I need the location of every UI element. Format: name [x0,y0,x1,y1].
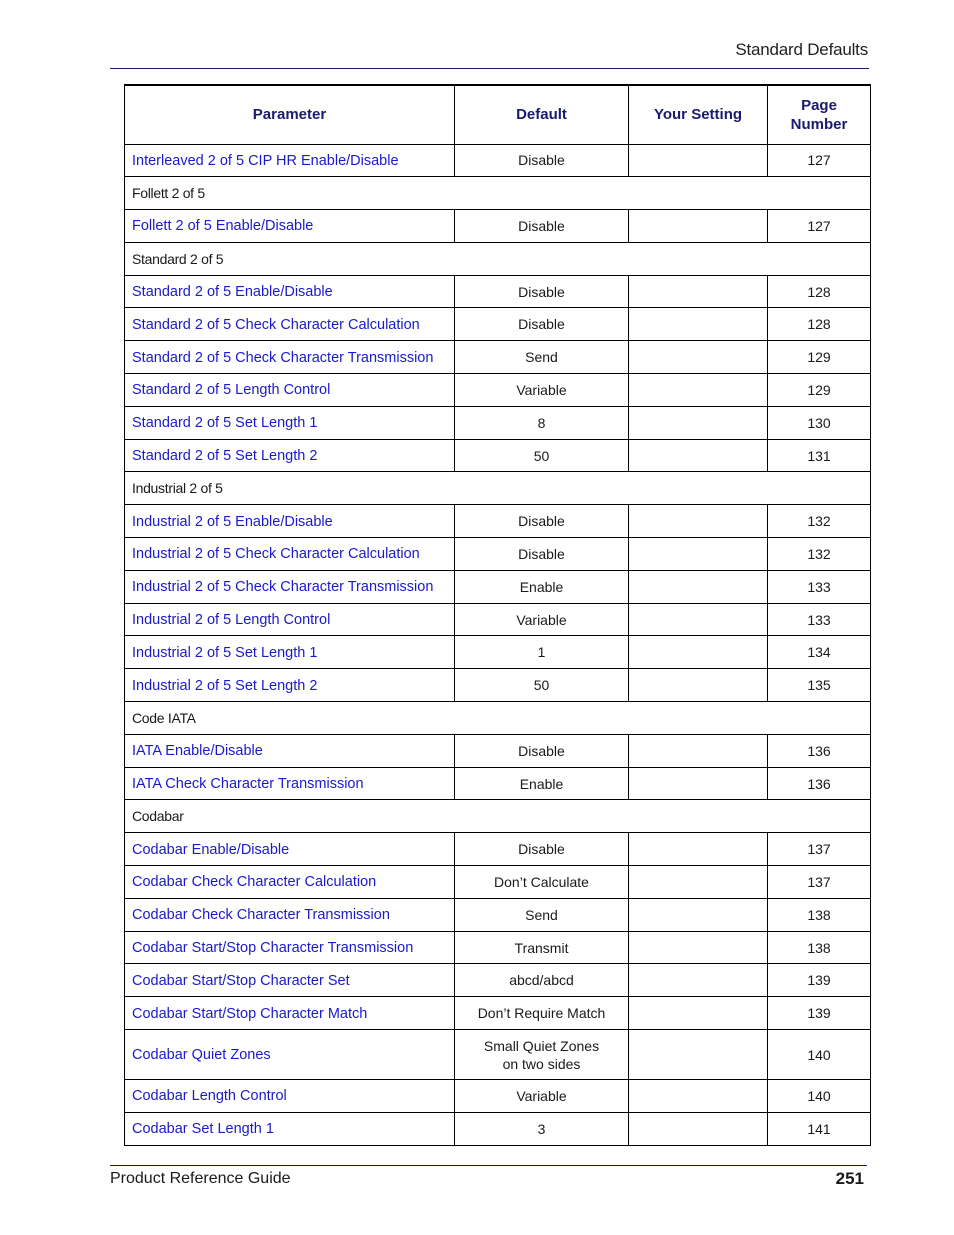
parameter-cell [125,1030,455,1080]
column-header-parameter: Parameter [125,85,455,144]
default-cell: Disable [455,505,629,538]
default-cell: Variable [455,374,629,407]
page-number-cell: 127 [768,144,871,177]
your-setting-cell[interactable] [629,898,768,931]
parameter-cell [125,866,455,899]
page-number-cell: 140 [768,1030,871,1080]
running-header-title: Standard Defaults [735,40,868,59]
your-setting-cell[interactable] [629,210,768,243]
parameter-link[interactable]: Industrial 2 of 5 Set Length 2 [132,677,318,694]
page-number-cell: 140 [768,1080,871,1113]
default-cell: 8 [455,406,629,439]
table-row [125,308,871,341]
default-cell: Disable [455,734,629,767]
page-number-cell: 136 [768,734,871,767]
table-row [125,997,871,1030]
your-setting-cell[interactable] [629,439,768,472]
table-row [125,964,871,997]
default-cell: Disable [455,275,629,308]
parameter-link[interactable]: Codabar Quiet Zones [132,1047,271,1064]
parameter-link[interactable]: Codabar Set Length 1 [132,1121,274,1138]
page-number-cell: 136 [768,767,871,800]
table-row [125,439,871,472]
parameter-link[interactable]: Codabar Enable/Disable [132,841,290,858]
parameter-link[interactable]: IATA Enable/Disable [132,743,263,760]
parameter-link[interactable]: Codabar Start/Stop Character Set [132,972,350,989]
default-cell: Don’t Require Match [455,997,629,1030]
page-number-cell: 131 [768,439,871,472]
parameter-link[interactable]: Standard 2 of 5 Enable/Disable [132,284,333,301]
default-cell: 3 [455,1112,629,1145]
parameter-link[interactable]: Industrial 2 of 5 Length Control [132,612,331,629]
parameter-cell [125,669,455,702]
default-cell: Send [455,898,629,931]
table-row [125,210,871,243]
default-cell: Small Quiet Zones on two sides [455,1030,629,1080]
table-row [125,734,871,767]
page-number-cell: 130 [768,406,871,439]
default-cell: abcd/abcd [455,964,629,997]
default-cell: Send [455,341,629,374]
page-number-cell: 133 [768,603,871,636]
parameter-link[interactable]: Codabar Length Control [132,1088,287,1105]
your-setting-cell[interactable] [629,833,768,866]
section-label: Code IATA [125,702,871,735]
parameter-cell [125,603,455,636]
parameter-link[interactable]: Standard 2 of 5 Check Character Transmission [132,349,434,366]
parameter-cell [125,734,455,767]
default-cell: Variable [455,1080,629,1113]
table-row [125,374,871,407]
table-row [125,1112,871,1145]
default-cell: Don’t Calculate [455,866,629,899]
page-number-cell: 135 [768,669,871,702]
your-setting-cell[interactable] [629,1030,768,1080]
column-header-default: Default [455,85,629,144]
section-label: Industrial 2 of 5 [125,472,871,505]
parameter-cell [125,931,455,964]
your-setting-cell[interactable] [629,308,768,341]
parameter-cell [125,210,455,243]
parameter-cell [125,538,455,571]
your-setting-cell[interactable] [629,144,768,177]
parameter-cell [125,1112,455,1145]
page-number-cell: 134 [768,636,871,669]
default-cell: 50 [455,439,629,472]
table-header-row [125,85,871,144]
page-number-cell: 138 [768,931,871,964]
parameter-cell [125,439,455,472]
parameter-link[interactable]: Codabar Start/Stop Character Match [132,1005,368,1022]
page-number-cell: 137 [768,866,871,899]
parameter-link[interactable]: Industrial 2 of 5 Check Character Calculation [132,546,420,563]
your-setting-cell[interactable] [629,505,768,538]
table-row [125,406,871,439]
table-row [125,341,871,374]
parameter-link[interactable]: Industrial 2 of 5 Check Character Transmission [132,579,434,596]
footer-rule [110,1165,867,1166]
your-setting-cell[interactable] [629,275,768,308]
parameter-link[interactable]: IATA Check Character Transmission [132,776,364,793]
page-number-cell: 132 [768,505,871,538]
your-setting-cell[interactable] [629,1112,768,1145]
section-label: Codabar [125,800,871,833]
default-cell: Disable [455,210,629,243]
parameter-cell [125,406,455,439]
parameter-cell [125,570,455,603]
page-number-cell: 141 [768,1112,871,1145]
parameter-cell [125,636,455,669]
default-cell: 1 [455,636,629,669]
table-row [125,603,871,636]
table-row [125,866,871,899]
your-setting-cell[interactable] [629,866,768,899]
parameter-cell [125,833,455,866]
parameter-link[interactable]: Follett 2 of 5 Enable/Disable [132,218,314,235]
parameter-link[interactable]: Standard 2 of 5 Check Character Calculation [132,316,420,333]
your-setting-cell[interactable] [629,931,768,964]
default-cell: Transmit [455,931,629,964]
your-setting-cell[interactable] [629,406,768,439]
default-cell: Disable [455,144,629,177]
parameter-cell [125,275,455,308]
table-row [125,833,871,866]
parameter-link[interactable]: Standard 2 of 5 Set Length 2 [132,448,318,465]
table-row [125,538,871,571]
footer-guide-title: Product Reference Guide [110,1170,291,1187]
parameter-cell [125,898,455,931]
default-cell: Enable [455,767,629,800]
your-setting-cell[interactable] [629,636,768,669]
default-cell: Enable [455,570,629,603]
table-row [125,505,871,538]
parameter-cell [125,964,455,997]
default-cell: Variable [455,603,629,636]
standard-defaults-table [124,84,871,1146]
default-cell: 50 [455,669,629,702]
page-number-cell: 133 [768,570,871,603]
your-setting-cell[interactable] [629,374,768,407]
page-number-cell: 127 [768,210,871,243]
table-row [125,898,871,931]
page-number-cell: 128 [768,275,871,308]
your-setting-cell[interactable] [629,997,768,1030]
table-row [125,767,871,800]
default-cell: Disable [455,308,629,341]
default-cell: Disable [455,538,629,571]
column-header-page-number [768,85,871,144]
your-setting-cell[interactable] [629,964,768,997]
your-setting-cell[interactable] [629,734,768,767]
parameter-cell [125,505,455,538]
parameter-cell [125,144,455,177]
section-row [125,702,871,735]
section-label: Standard 2 of 5 [125,242,871,275]
parameter-cell [125,374,455,407]
page-number-cell: 129 [768,341,871,374]
your-setting-cell[interactable] [629,1080,768,1113]
your-setting-cell[interactable] [629,341,768,374]
your-setting-cell[interactable] [629,767,768,800]
table-row [125,275,871,308]
default-cell: Disable [455,833,629,866]
your-setting-cell[interactable] [629,669,768,702]
page-number-cell: 139 [768,997,871,1030]
parameter-cell [125,997,455,1030]
header-rule [110,68,869,69]
parameter-link[interactable]: Industrial 2 of 5 Enable/Disable [132,513,333,530]
section-row [125,177,871,210]
table-row [125,931,871,964]
parameter-link[interactable]: Standard 2 of 5 Set Length 1 [132,415,318,432]
table-row [125,570,871,603]
parameter-cell [125,767,455,800]
footer-page-number: 251 [835,1169,864,1188]
parameter-cell [125,341,455,374]
table-row [125,144,871,177]
page-number-cell: 128 [768,308,871,341]
parameter-link[interactable]: Standard 2 of 5 Length Control [132,382,331,399]
parameter-link[interactable]: Codabar Check Character Transmission [132,907,390,924]
parameter-link[interactable]: Interleaved 2 of 5 CIP HR Enable/Disable [132,152,399,169]
your-setting-cell[interactable] [629,570,768,603]
parameter-cell [125,308,455,341]
table-row [125,669,871,702]
section-row [125,242,871,275]
table-row [125,636,871,669]
column-header-page-number-text: Page Number [790,96,848,133]
page-number-cell: 137 [768,833,871,866]
table-body [125,144,871,1145]
parameter-link[interactable]: Industrial 2 of 5 Set Length 1 [132,644,318,661]
column-header-your-setting: Your Setting [629,85,768,144]
page-number-cell: 138 [768,898,871,931]
page-number-cell: 132 [768,538,871,571]
parameter-link[interactable]: Codabar Start/Stop Character Transmission [132,940,414,957]
parameter-cell [125,1080,455,1113]
page-number-cell: 139 [768,964,871,997]
page-number-cell: 129 [768,374,871,407]
section-row [125,472,871,505]
parameter-link[interactable]: Codabar Check Character Calculation [132,874,377,891]
your-setting-cell[interactable] [629,538,768,571]
table-row [125,1030,871,1080]
your-setting-cell[interactable] [629,603,768,636]
section-row [125,800,871,833]
table-row [125,1080,871,1113]
section-label: Follett 2 of 5 [125,177,871,210]
